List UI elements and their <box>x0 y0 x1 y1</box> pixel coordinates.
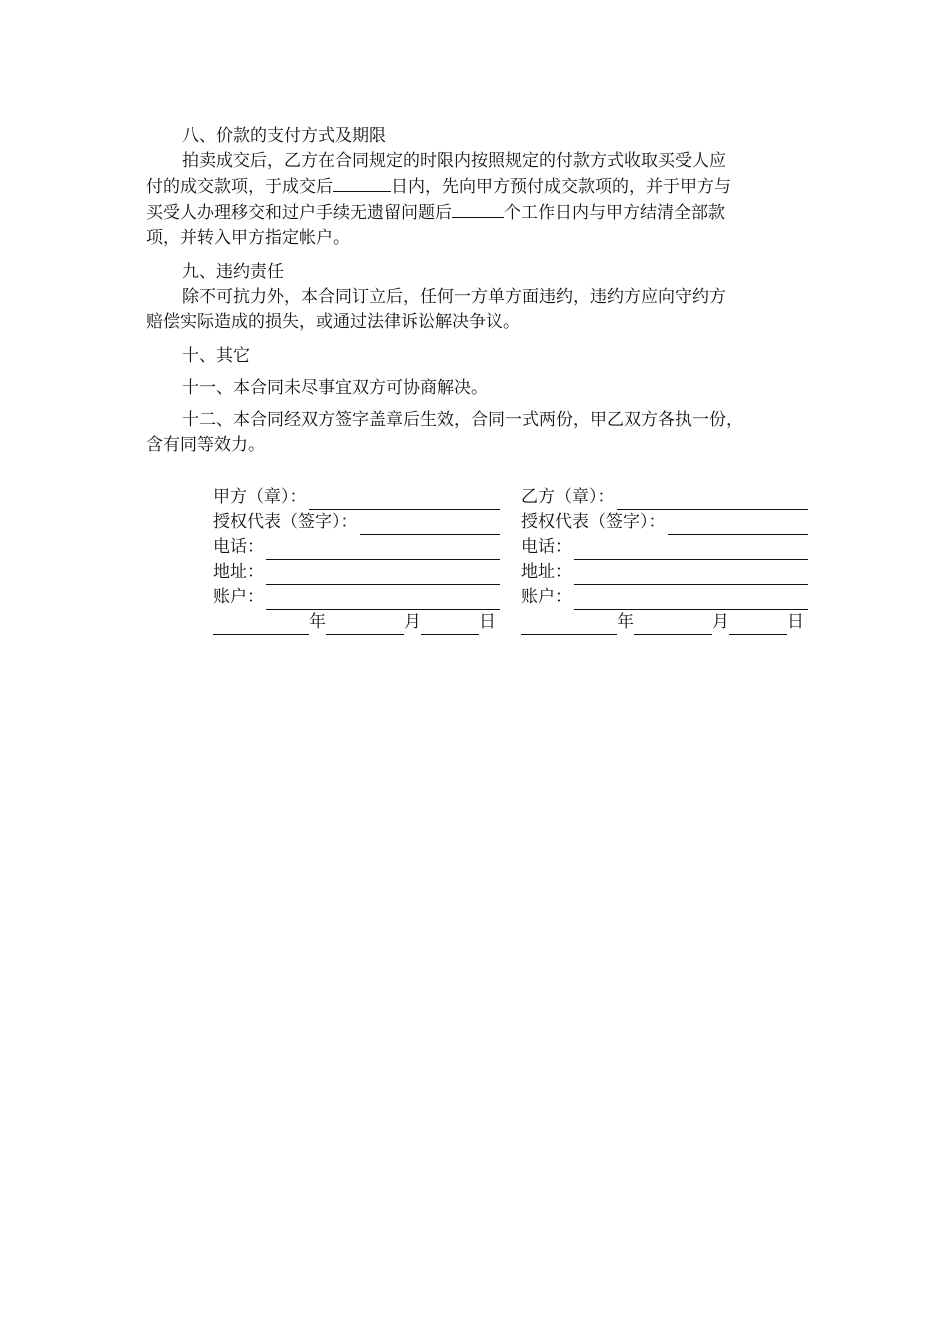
party-a-address-cell: 地址： <box>213 560 500 585</box>
signature-row-rep <box>213 510 808 535</box>
section-9-text-line: 除不可抗力外，本合同订立后，任何一方单方面违约，违约方应向守约方 <box>182 287 726 307</box>
party-b-phone-field[interactable] <box>574 541 808 560</box>
party-b-seal-cell: 乙方（章）： <box>521 485 808 510</box>
day-label: 日 <box>787 612 804 632</box>
party-b-phone-cell: 电话： <box>521 535 808 560</box>
section-8-heading: 八、价款的支付方式及期限 <box>182 126 386 146</box>
party-b-year-field[interactable] <box>521 616 617 635</box>
section-11-text: 十一、本合同未尽事宜双方可协商解决。 <box>182 378 488 398</box>
signature-block <box>213 485 808 635</box>
month-label: 月 <box>712 612 729 632</box>
year-label: 年 <box>617 612 634 632</box>
signature-row-address <box>213 560 808 585</box>
party-b-seal-field[interactable] <box>617 491 809 510</box>
section-8-text-line: 项，并转入甲方指定帐户。 <box>146 228 350 248</box>
party-b-account-cell: 账户： <box>521 585 808 610</box>
day-label: 日 <box>479 612 496 632</box>
signature-row-account <box>213 585 808 610</box>
section-12-text-line: 十二、本合同经双方签字盖章后生效，合同一式两份，甲乙双方各执一份， <box>182 410 743 430</box>
days-blank[interactable] <box>333 174 391 192</box>
signature-row-date <box>213 610 808 635</box>
party-a-address-field[interactable] <box>266 566 500 585</box>
party-a-phone-field[interactable] <box>266 541 500 560</box>
party-a-phone-cell: 电话： <box>213 535 500 560</box>
section-8-text-line: 拍卖成交后，乙方在合同规定的时限内按照规定的付款方式收取买受人应 <box>182 151 726 171</box>
party-b-day-field[interactable] <box>729 616 787 635</box>
party-a-account-field[interactable] <box>266 591 500 610</box>
signature-row-phone <box>213 535 808 560</box>
party-a-month-field[interactable] <box>326 616 404 635</box>
party-a-seal-field[interactable] <box>309 491 501 510</box>
signature-row-seal <box>213 485 808 510</box>
contract-body <box>146 124 806 458</box>
section-8-text-line: 付的成交款项，于成交后 日内，先向甲方预付成交款项的，并于甲方与 <box>146 174 806 200</box>
section-9-text-line: 赔偿实际造成的损失，或通过法律诉讼解决争议。 <box>146 312 520 332</box>
year-label: 年 <box>309 612 326 632</box>
party-b-address-cell: 地址： <box>521 560 808 585</box>
party-a-rep-cell: 授权代表（签字）： <box>213 510 500 535</box>
party-b-date-cell <box>521 610 808 635</box>
section-9-heading: 九、违约责任 <box>182 262 284 282</box>
month-label: 月 <box>404 612 421 632</box>
party-a-day-field[interactable] <box>421 616 479 635</box>
party-b-rep-field[interactable] <box>668 516 809 535</box>
workdays-blank[interactable] <box>452 200 504 218</box>
section-12-text-line: 含有同等效力。 <box>146 435 265 455</box>
party-b-account-field[interactable] <box>574 591 808 610</box>
section-10-heading: 十、其它 <box>182 346 250 366</box>
party-b-address-field[interactable] <box>574 566 808 585</box>
party-a-date-cell <box>213 610 500 635</box>
party-b-month-field[interactable] <box>634 616 712 635</box>
party-a-seal-cell: 甲方（章）： <box>213 485 500 510</box>
party-a-year-field[interactable] <box>213 616 309 635</box>
party-a-account-cell: 账户： <box>213 585 500 610</box>
party-b-rep-cell: 授权代表（签字）： <box>521 510 808 535</box>
party-a-rep-field[interactable] <box>360 516 501 535</box>
section-8-text-line: 买受人办理移交和过户手续无遗留问题后 个工作日内与甲方结清全部款 <box>146 200 806 226</box>
